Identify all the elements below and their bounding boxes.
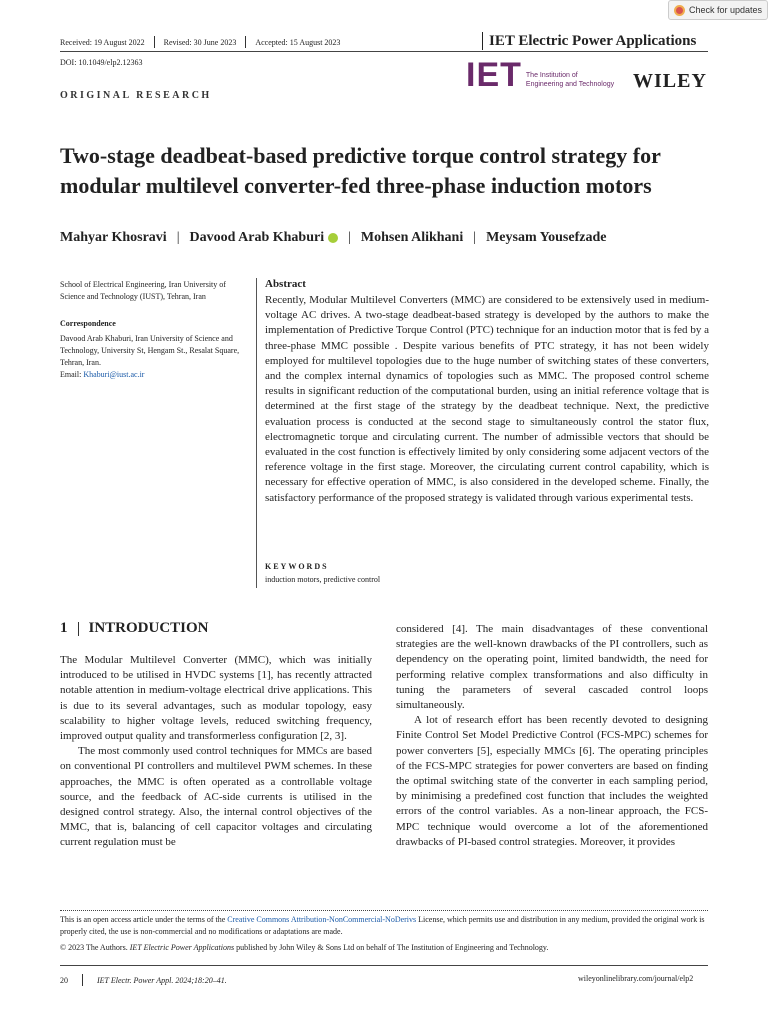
footer-url[interactable]: wileyonlinelibrary.com/journal/elp2: [578, 974, 694, 983]
correspondence: [60, 333, 250, 381]
author[interactable]: Mohsen Alikhani: [360, 230, 464, 245]
check-for-updates-button[interactable]: [668, 0, 768, 20]
section-title: INTRODUCTION: [88, 620, 209, 636]
abstract-heading: Abstract: [265, 278, 306, 290]
paragraph: A lot of research effort has been recently devoted to designing Finite Control Set Model Predictive Control (FCS-MPC) schemes for power converters [5], especially MMCs [6]. The operating principles of the FCS-MPC strategies for power converters are based on finding the optimal switching state of the converter in each sampling period, by minimising a predefined cost function that includes the weighted errors of the control variables. As a non-linear approach, the FCS-MPC technique would overcome a lot of the aforementioned drawbacks of PI-based control strategies. Moreover, it provides: [396, 714, 708, 848]
iet-inst-line-2: Engineering and Technology: [525, 81, 615, 88]
wiley-logo: WILEY: [633, 70, 707, 92]
iet-logo: [466, 56, 615, 94]
section-heading: [60, 620, 209, 637]
citation: IET Electr. Power Appl. 2024;18:20–41.: [97, 975, 227, 985]
article-type: ORIGINAL RESEARCH: [60, 90, 212, 101]
accepted-date: Accepted: 15 August 2023: [255, 37, 341, 47]
iet-inst-line-1: The Institution of: [525, 72, 578, 79]
body-column-right: [396, 622, 708, 850]
divider: |: [176, 230, 180, 245]
received-date: Received: 19 August 2022: [60, 37, 145, 47]
license-notice: [60, 914, 708, 938]
crossmark-icon: [674, 5, 685, 16]
column-divider: [256, 278, 257, 588]
page-footer: [60, 974, 227, 986]
license-text: License, which permits use and distribution in any medium, provided the original work is properly cited, the use is non-commercial and no modifications or adaptations are made.: [60, 915, 705, 936]
copyright-text: © 2023 The Authors.: [60, 943, 130, 952]
journal-title: IET Electric Power Applications: [489, 32, 697, 49]
divider: [154, 36, 155, 48]
keywords-heading: KEYWORDS: [265, 562, 329, 571]
check-updates-label: Check for updates: [689, 5, 763, 15]
footer-rule: [60, 965, 708, 966]
author[interactable]: Meysam Yousefzade: [486, 230, 607, 245]
paragraph: The most commonly used control techniques for MMCs are based on conventional PI controllers and multilevel PWM schemes. In these approaches, the MMC is often operated as a controllable voltage source, and the feedback of AC-side currents is utilised in the designed control strategy. Also, the internal control objectives of the MMC, that is, balancing of cell capacitor voltages and circulating current regulation must be: [60, 745, 372, 849]
license-text: This is an open access article under the terms of the: [60, 915, 228, 924]
email-label: Email:: [60, 370, 84, 379]
correspondence-heading: Correspondence: [60, 319, 116, 328]
section-number: 1: [60, 620, 68, 636]
body-column-left: [60, 653, 372, 851]
footnote-rule: [60, 910, 708, 911]
abstract-text: Recently, Modular Multilevel Converters (MMC) are considered to be extensively used in medium-voltage AC drives. A two-stage deadbeat-based strategy is developed by the authors to make the implementation of Predictive Torque Control (PTC) technique for an induction motor that is fed by a three-phase MMC possible . Despite various benefits of PTC strategy, it has not been widely employed for multilevel topologies due to the huge number of switching states of these converters, and the complex internal dynamics of topologies such as MMC. The proposed control scheme results in significant reduction of the computational burden, using an initial reference voltage that is determined at the first stage of the strategy by the deadbeat technique. Next, the predictive evaluation process is conducted at the second stage to simultaneously control the stator flux, electromagnetic torque and circulating current. The number of admissible vectors that should be evaluated in the cost function is effectively limited by only considering some adjacent vectors of the reference voltage in the first stage. Moreover, the circulating current control capability, which is necessary for effective operation of MMC, is also considered in the developed scheme. Finally, the satisfactory performance of the proposed strategy is validated through various experimental tests.: [265, 294, 709, 504]
revised-date: Revised: 30 June 2023: [163, 37, 237, 47]
author-list: [60, 230, 606, 246]
page-number: 20: [60, 975, 68, 985]
divider: [482, 32, 483, 50]
author[interactable]: Mahyar Khosravi: [60, 230, 167, 245]
journal-name: [482, 32, 696, 50]
orcid-icon[interactable]: [328, 233, 338, 243]
article-dates: [60, 36, 340, 48]
iet-logo-mark: IET: [466, 56, 522, 94]
divider: [78, 622, 79, 636]
paragraph: The Modular Multilevel Converter (MMC), which was initially introduced to be utilised in HVDC systems [1], has recently attracted notable attention in medium-voltage electrical drive applications. This is due to its several advantages, such as modular topology, easy scalability to higher voltage levels, reduced switching frequency, improved output quality and transformerless configuration [2, 3].: [60, 654, 372, 743]
copyright-journal: IET Electric Power Applications: [129, 943, 235, 952]
doi: DOI: 10.1049/elp2.12363: [60, 58, 143, 67]
iet-institution-text: [526, 71, 614, 89]
paragraph: considered [4]. The main disadvantages of these conventional strategies are the well-known drawbacks of the PI controllers, such as dependency on the operating point, limited bandwidth, the need for performing relative complex transformations and also difficulty in tuning the parameters of several cascaded control loops simultaneously.: [396, 623, 708, 712]
license-link[interactable]: Creative Commons Attribution-NonCommercial-NoDerivs: [227, 915, 417, 924]
keywords: induction motors, predictive control: [265, 575, 381, 584]
header-rule: [60, 51, 708, 52]
article-title: Two-stage deadbeat-based predictive torque control strategy for modular multilevel converter-fed three-phase induction motors: [60, 143, 661, 198]
divider: |: [473, 230, 477, 245]
affiliation: School of Electrical Engineering, Iran University of Science and Technology (IUST), Tehran, Iran: [60, 280, 226, 301]
divider: [82, 974, 83, 986]
author[interactable]: Davood Arab Khaburi: [189, 230, 325, 245]
correspondence-address: Davood Arab Khaburi, Iran University of Science and Technology, University St, Hengam St., Resalat Square, Tehran, Iran.: [60, 334, 240, 367]
copyright-text: published by John Wiley & Sons Ltd on behalf of The Institution of Engineering and Technology.: [234, 943, 549, 952]
email-link[interactable]: Khaburi@iust.ac.ir: [83, 370, 145, 379]
divider: [245, 36, 246, 48]
divider: |: [348, 230, 351, 245]
copyright: [60, 943, 548, 952]
